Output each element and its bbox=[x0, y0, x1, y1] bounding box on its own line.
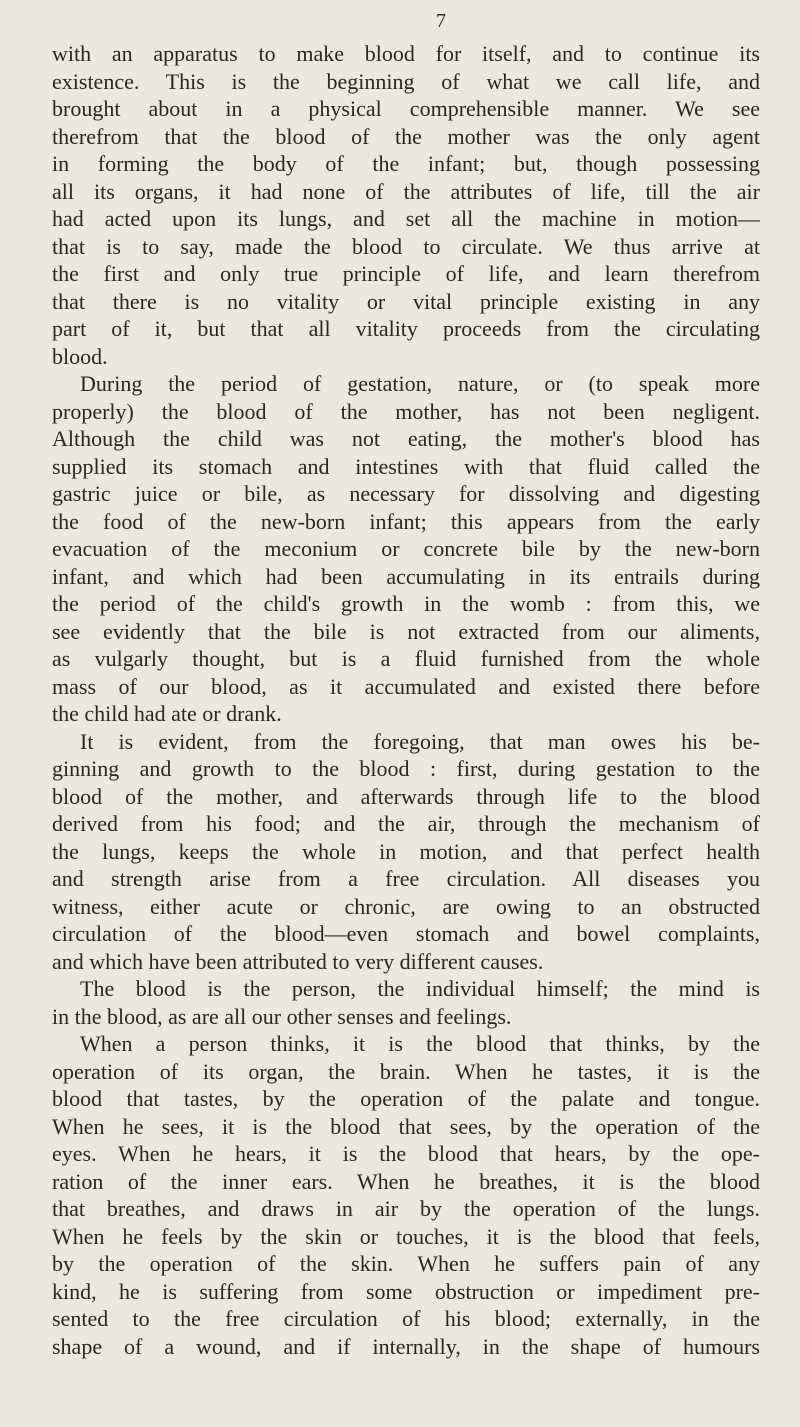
text-line: kind, he is suffering from some obstruction or impediment pre- bbox=[52, 1278, 760, 1304]
text-line: The blood is the person, the individual himself; the mind is bbox=[80, 976, 760, 1001]
text-line: and which have been attributed to very different causes. bbox=[52, 948, 544, 974]
text-line: existence. This is the beginning of what we call life, and bbox=[52, 68, 760, 94]
text-line: mass of our blood, as it accumulated and existed there before bbox=[52, 673, 760, 699]
text-line: ration of the inner ears. When he breathes, it is the blood bbox=[52, 1168, 760, 1194]
text-line: all its organs, it had none of the attributes of life, till the air bbox=[52, 178, 760, 204]
text-line: therefrom that the blood of the mother was the only agent bbox=[52, 123, 760, 149]
text-line: blood. bbox=[52, 343, 108, 369]
text-line: witness, either acute or chronic, are owing to an obstructed bbox=[52, 893, 760, 919]
page-number: 7 bbox=[436, 10, 446, 32]
text-line: operation of its organ, the brain. When he tastes, it is the bbox=[52, 1058, 760, 1084]
text-line: When he sees, it is the blood that sees, by the operation of the bbox=[52, 1113, 760, 1139]
text-line: Although the child was not eating, the mother's blood has bbox=[52, 426, 760, 451]
text-line: by the operation of the skin. When he suffers pain of any bbox=[52, 1251, 760, 1276]
text-line: that breathes, and draws in air by the operation of the lungs. bbox=[52, 1196, 760, 1221]
text-line: circulation of the blood—even stomach and bowel complaints, bbox=[52, 921, 760, 946]
text-line: shape of a wound, and if internally, in the shape of humours bbox=[52, 1333, 760, 1359]
text-line: It is evident, from the foregoing, that man owes his be- bbox=[80, 728, 760, 754]
text-line: that there is no vitality or vital principle existing in any bbox=[52, 288, 760, 314]
text-line: the food of the new-born infant; this appears from the early bbox=[52, 508, 760, 534]
text-line: with an apparatus to make blood for itself, and to continue its bbox=[52, 41, 760, 66]
text-line: as vulgarly thought, but is a fluid furnished from the whole bbox=[52, 646, 760, 671]
text-line: When a person thinks, it is the blood that thinks, by the bbox=[80, 1031, 760, 1056]
text-line: in the blood, as are all our other senses and feelings. bbox=[52, 1003, 512, 1029]
text-line: When he feels by the skin or touches, it is the blood that feels, bbox=[52, 1223, 760, 1249]
text-line: sented to the free circulation of his blood; externally, in the bbox=[52, 1306, 760, 1331]
text-line: gastric juice or bile, as necessary for dissolving and digesting bbox=[52, 481, 760, 506]
text-line: brought about in a physical comprehensible manner. We see bbox=[52, 96, 760, 121]
text-line: the child had ate or drank. bbox=[52, 701, 282, 726]
text-line: the lungs, keeps the whole in motion, and that perfect health bbox=[52, 838, 760, 864]
text-line: and strength arise from a free circulation. All diseases you bbox=[52, 866, 760, 891]
text-line: During the period of gestation, nature, or (to speak more bbox=[80, 371, 760, 396]
text-line: the period of the child's growth in the womb : from this, we bbox=[52, 591, 760, 616]
body-text bbox=[52, 40, 760, 1360]
text-line: in forming the body of the infant; but, though possessing bbox=[52, 151, 760, 176]
text-line: infant, and which had been accumulating in its entrails during bbox=[52, 563, 760, 589]
text-line: supplied its stomach and intestines with that fluid called the bbox=[52, 453, 760, 479]
text-line: the first and only true principle of life, and learn therefrom bbox=[52, 261, 760, 286]
text-line: part of it, but that all vitality proceeds from the circulating bbox=[52, 316, 760, 341]
text-line: blood that tastes, by the operation of the palate and tongue. bbox=[52, 1086, 760, 1111]
text-line: derived from his food; and the air, through the mechanism of bbox=[52, 811, 760, 836]
text-line: see evidently that the bile is not extracted from our aliments, bbox=[52, 618, 760, 644]
text-line: eyes. When he hears, it is the blood that hears, by the ope- bbox=[52, 1141, 760, 1166]
text-line: had acted upon its lungs, and set all the machine in motion— bbox=[52, 206, 760, 231]
text-line: blood of the mother, and afterwards through life to the blood bbox=[52, 783, 760, 809]
text-line: ginning and growth to the blood : first, during gestation to the bbox=[52, 756, 760, 781]
text-line: evacuation of the meconium or concrete bile by the new-born bbox=[52, 536, 760, 561]
text-line: that is to say, made the blood to circulate. We thus arrive at bbox=[52, 233, 760, 259]
text-line: properly) the blood of the mother, has not been negligent. bbox=[52, 398, 760, 424]
